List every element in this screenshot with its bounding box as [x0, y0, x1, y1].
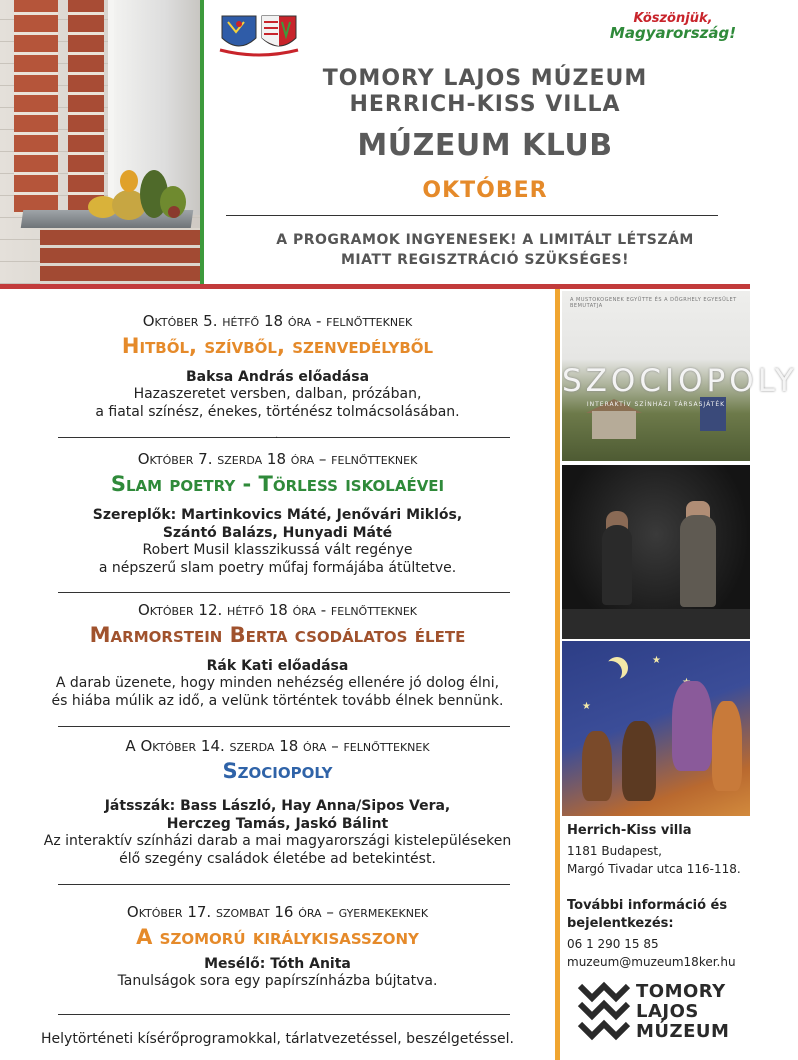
red-separator	[0, 284, 750, 289]
event-performer: Baksa András előadása	[185, 369, 370, 385]
event-performer: Szántó Balázs, Hunyadi Máté	[162, 525, 393, 541]
moon-icon	[600, 661, 622, 683]
poster-title: SZOCIOPOLY	[562, 363, 798, 399]
poster-caption: A MUSTOKOGENEK EGYÜTTE ÉS A DÖGRHELY EGYESÜLET BEMUTATJA	[570, 297, 737, 309]
notice-line2: MIATT REGISZTRÁCIÓ SZÜKSÉGES!	[340, 252, 629, 268]
event-2	[0, 450, 555, 577]
museum-logo-text	[636, 982, 729, 1042]
event-performer: Mesélő: Tóth Anita	[204, 956, 351, 972]
event-description: élő szegény családok életébe ad betekintést.	[119, 850, 436, 867]
phone-number[interactable]: 06 1 290 15 85	[567, 937, 659, 951]
club-title: MÚZEUM KLUB	[357, 128, 613, 163]
logo-line3: MÚZEUM	[636, 1021, 730, 1042]
event-description: A darab üzenete, hogy minden nehézség ellenére jó dolog élni,	[55, 675, 500, 691]
info-heading-line2: bejelentkezés:	[567, 916, 674, 931]
address-line1: 1181 Budapest,	[567, 844, 662, 858]
green-stripe	[200, 0, 204, 284]
event-divider	[58, 884, 510, 885]
footer-note: Helytörténeti kísérőprogramokkal, tárlatvezetéssel, beszélgetéssel.	[41, 1031, 514, 1047]
paper-theatre-illustration	[562, 641, 750, 816]
star-icon: ★	[582, 701, 591, 712]
event-description: Robert Musil klasszikussá vált regénye	[142, 542, 413, 558]
event-divider	[58, 1014, 510, 1015]
event-divider	[58, 726, 510, 727]
event-1	[0, 312, 555, 421]
event-date: Október 17. szombat 16 óra – gyermekeknek	[126, 903, 429, 921]
event-title: Marmorstein Berta csodálatos élete	[89, 623, 466, 647]
address-line2: Margó Tivadar utca 116-118.	[567, 862, 741, 876]
header-divider	[226, 215, 718, 216]
event-performer: Szereplők: Martinkovics Máté, Jenővári Miklós,	[92, 507, 463, 523]
event-date: A Október 14. szerda 18 óra – felnőtteknek	[125, 737, 430, 755]
event-date: Október 12. hétfő 18 óra - felnőtteknek	[137, 601, 418, 619]
szociopoly-poster	[562, 291, 798, 461]
event-description: Tanulságok sora egy papírszínházba bújtatva.	[117, 973, 438, 989]
villa-name: HERRICH-KISS VILLA	[349, 92, 621, 117]
star-icon: ★	[652, 655, 661, 666]
event-description: a népszerű slam poetry műfaj formájába átültetve.	[98, 559, 457, 576]
event-4	[0, 737, 555, 868]
poster-subtitle: INTERAKTÍV SZÍNHÁZI TÁRSASJÁTÉK	[586, 401, 726, 408]
notice-line1: A PROGRAMOK INGYENESEK! A LIMITÁLT LÉTSZÁM	[276, 232, 694, 248]
month-title: OKTÓBER	[422, 178, 548, 203]
event-title: Slam poetry - Törless iskolaévei	[110, 472, 445, 496]
logo-line1: TOMORY	[636, 981, 726, 1002]
info-heading-line1: További információ és	[567, 898, 728, 913]
thanks-hungary-logo	[606, 12, 740, 41]
museum-logo-icon	[578, 982, 630, 1044]
event-title: Hitből, szívből, szenvedélyből	[121, 334, 434, 358]
event-description: a fiatal színész, énekes, történész tolmácsolásában.	[95, 403, 460, 420]
event-performer: Rák Kati előadása	[206, 658, 349, 674]
event-3	[0, 601, 555, 710]
event-date: Október 7. szerda 18 óra – felnőtteknek	[137, 450, 418, 468]
stray-dot: ·	[275, 433, 279, 444]
event-5	[0, 903, 555, 991]
thanks-line1: Köszönjük,	[633, 11, 713, 26]
event-description: Az interaktív színházi darab a mai magyarországi kistelepüléseken	[43, 833, 512, 849]
event-divider	[58, 592, 510, 593]
header-photo	[0, 0, 200, 284]
event-description: Hazaszeretet versben, dalban, prózában,	[133, 386, 422, 402]
museum-name: TOMORY LAJOS MÚZEUM	[322, 66, 648, 91]
orange-stripe	[555, 289, 560, 1060]
logo-line2: LAJOS	[636, 1001, 699, 1022]
event-date: Október 5. hétfő 18 óra - felnőtteknek	[142, 312, 413, 330]
event-title: A szomorú királykisasszony	[136, 925, 419, 949]
email-address[interactable]: muzeum@muzeum18ker.hu	[567, 955, 736, 969]
thanks-line2: Magyarország!	[609, 23, 737, 42]
coat-of-arms-icon	[218, 12, 300, 56]
event-performer: Herczeg Tamás, Jaskó Bálint	[166, 816, 389, 832]
event-divider	[58, 437, 510, 438]
event-description: és hiába múlik az idő, a velünk történtek tovább élnek bennünk.	[51, 692, 504, 709]
event-performer: Játsszák: Bass László, Hay Anna/Sipos Vera,	[104, 798, 451, 814]
event-title: Szociopoly	[222, 759, 333, 783]
venue-name: Herrich-Kiss villa	[567, 823, 692, 838]
slam-poetry-stage-photo	[562, 465, 750, 639]
free-registration-notice	[230, 230, 740, 270]
